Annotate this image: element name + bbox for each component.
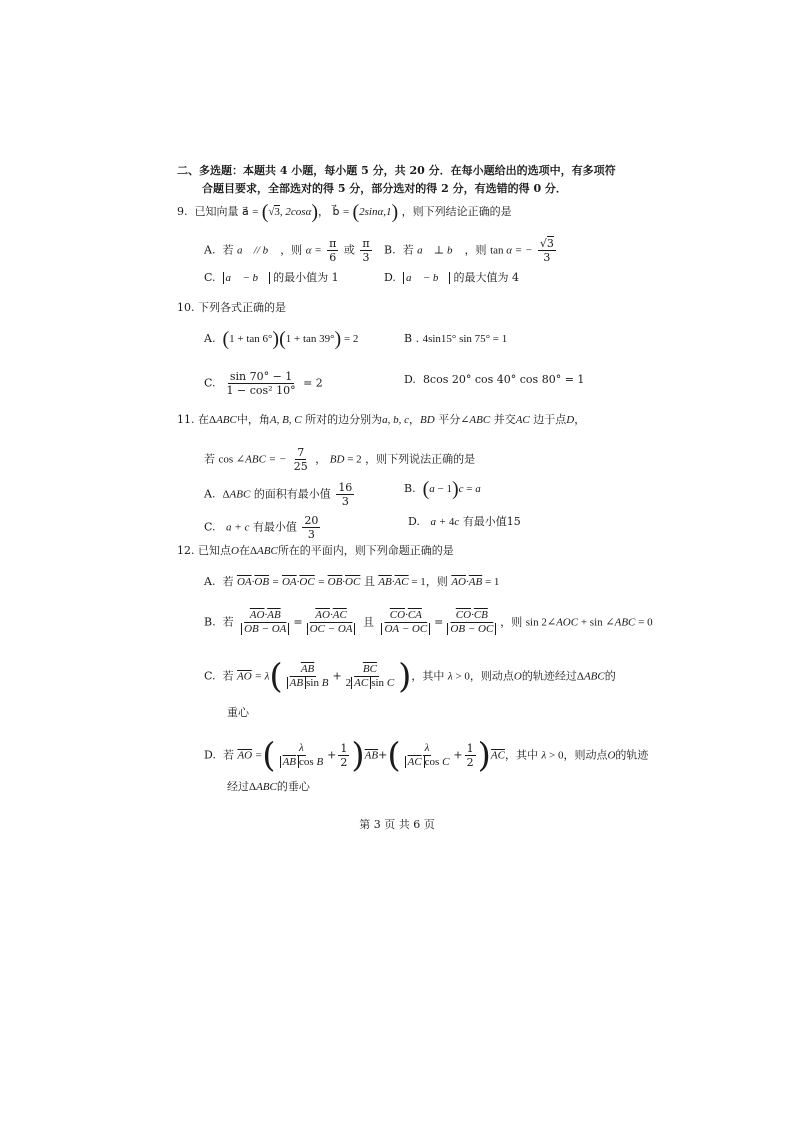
q11-stem: 11. 在ΔABC中，角A, B, C 所对的边分别为a, b, c，BD 平分∠ABC 并交AC 边于点D， bbox=[177, 413, 586, 426]
q9-number: 9. bbox=[177, 205, 188, 218]
q12-option-c-cont: 重心 bbox=[227, 706, 249, 719]
section-heading: 二、多选题：本题共 4 小题，每小题 5 分，共 20 分．在每小题给出的选项中，有多项符 bbox=[177, 164, 616, 177]
q11-option-a: A. ΔABC 的面积有最小值 $\frac{16}{3}$ bbox=[204, 481, 353, 508]
q10-option-a: A. (1 + tan 6°)(1 + tan 39°) = 2 bbox=[204, 328, 359, 350]
q12-option-b: B. 若 $\frac{\overline{AO}\cdot\overline{AB}}{\overline{OB} - \overline{OA}}$ = $\frac{\overline{AO}\cdot\overline{AC}}{\overline{OC} - \overline{OA}}$ 且 $\frac{\overline{CO}\cdot\overline{CA}}{\overline{OA} - \overline{OC}}$ = $\frac{\overline{CO}\cdot\overline{CB}}{\overline{OB} - \overline{OC}}$ ，则 sin 2∠AOC + sin ∠ABC = 0 bbox=[204, 609, 653, 635]
q10-option-b: B . 4sin15° sin 75° = 1 bbox=[404, 332, 508, 345]
vector-a-def: a⃗ = (√3, 2cosα) bbox=[242, 201, 319, 223]
q9-stem: 9. 已知向量 a⃗ = (√3, 2cosα)， b⃗ = (2sinα,1) ，则下列结论正确的是 bbox=[177, 201, 512, 223]
q11-option-c: C. a + c 有最小值 $\frac{20}{3}$ bbox=[204, 514, 319, 541]
vector-b-def: b⃗ = (2sinα,1) bbox=[332, 201, 399, 223]
q10-option-c: C. $\frac{\sin 70^\circ - 1}{\text{1 − cos² 10°}}$ = 2 bbox=[204, 370, 323, 397]
q11-option-d: D. a + 4c 有最小值15 bbox=[408, 515, 521, 528]
q9-option-b: B. 若 a⃗ ⊥ b⃗ ，则 tan α = − $\frac{√3}{3}$ bbox=[384, 237, 554, 264]
q12-stem: 12. 已知点O在ΔABC所在的平面内，则下列命题正确的是 bbox=[177, 544, 454, 557]
q9-option-a: A. 若 a⃗ // b⃗ ，则 α = $\frac{\pi}{6}$ 或 $\frac{\pi}{3}$ bbox=[204, 237, 370, 264]
q11-option-b: B. (a − 1)c = a bbox=[404, 478, 481, 500]
q10-option-d: D. 8cos 20° cos 40° cos 80° = 1 bbox=[404, 373, 585, 386]
q12-option-c: C. 若 $\overline{AO} = \lambda$( $\frac{\overline{AB}}{\overline{AB} \sin B}$ + $\frac{\overline{BC}}{2 \overline{AC} \sin C}$ )，其中 λ > 0，则动点O的轨迹经过ΔABC的 bbox=[204, 656, 616, 697]
q12-number: 12. bbox=[177, 544, 195, 557]
q10-number: 10. bbox=[177, 301, 195, 314]
page-footer: 第 3 页 共 6 页 bbox=[359, 818, 435, 831]
q11-number: 11. bbox=[177, 413, 195, 426]
q12-option-a: A. 若 $\overline{OA}\cdot\overline{OB} = \overline{OA}\cdot\overline{OC} = \overline{OB}\cdot\overline{OC}$ 且 $\overline{AB}\cdot\overline{AC} = 1$，则 $\overline{AO}\cdot\overline{AB} = 1$ bbox=[204, 575, 500, 588]
q9-option-c: C. a⃗ − b⃗ 的最小值为 1 bbox=[204, 271, 339, 284]
q12-option-d: D. 若 $\overline{AO}$ =( $\frac{\lambda}{\overline{AB} \cos B}$ + $\frac{1}{2}$ )$\overline{AB}+$( $\frac{\lambda}{\overline{AC} \cos C}$ + $\frac{1}{2}$ )$\overline{AC}$，其中 λ > 0，则动点O的轨迹 bbox=[204, 735, 649, 776]
section-heading-cont: 合题目要求，全部选对的得 5 分，部分选对的得 2 分，有选错的得 0 分． bbox=[202, 182, 567, 195]
q10-stem: 10. 下列各式正确的是 bbox=[177, 301, 286, 314]
q9-option-d: D. a⃗ − b⃗ 的最大值为 4 bbox=[384, 271, 519, 284]
q11-condition: 若 cos ∠ABC = − $\frac{7}{25}$ ， BD = 2 ，则下列说法正确的是 bbox=[204, 446, 476, 473]
q12-option-d-cont: 经过ΔABC的垂心 bbox=[227, 780, 310, 793]
